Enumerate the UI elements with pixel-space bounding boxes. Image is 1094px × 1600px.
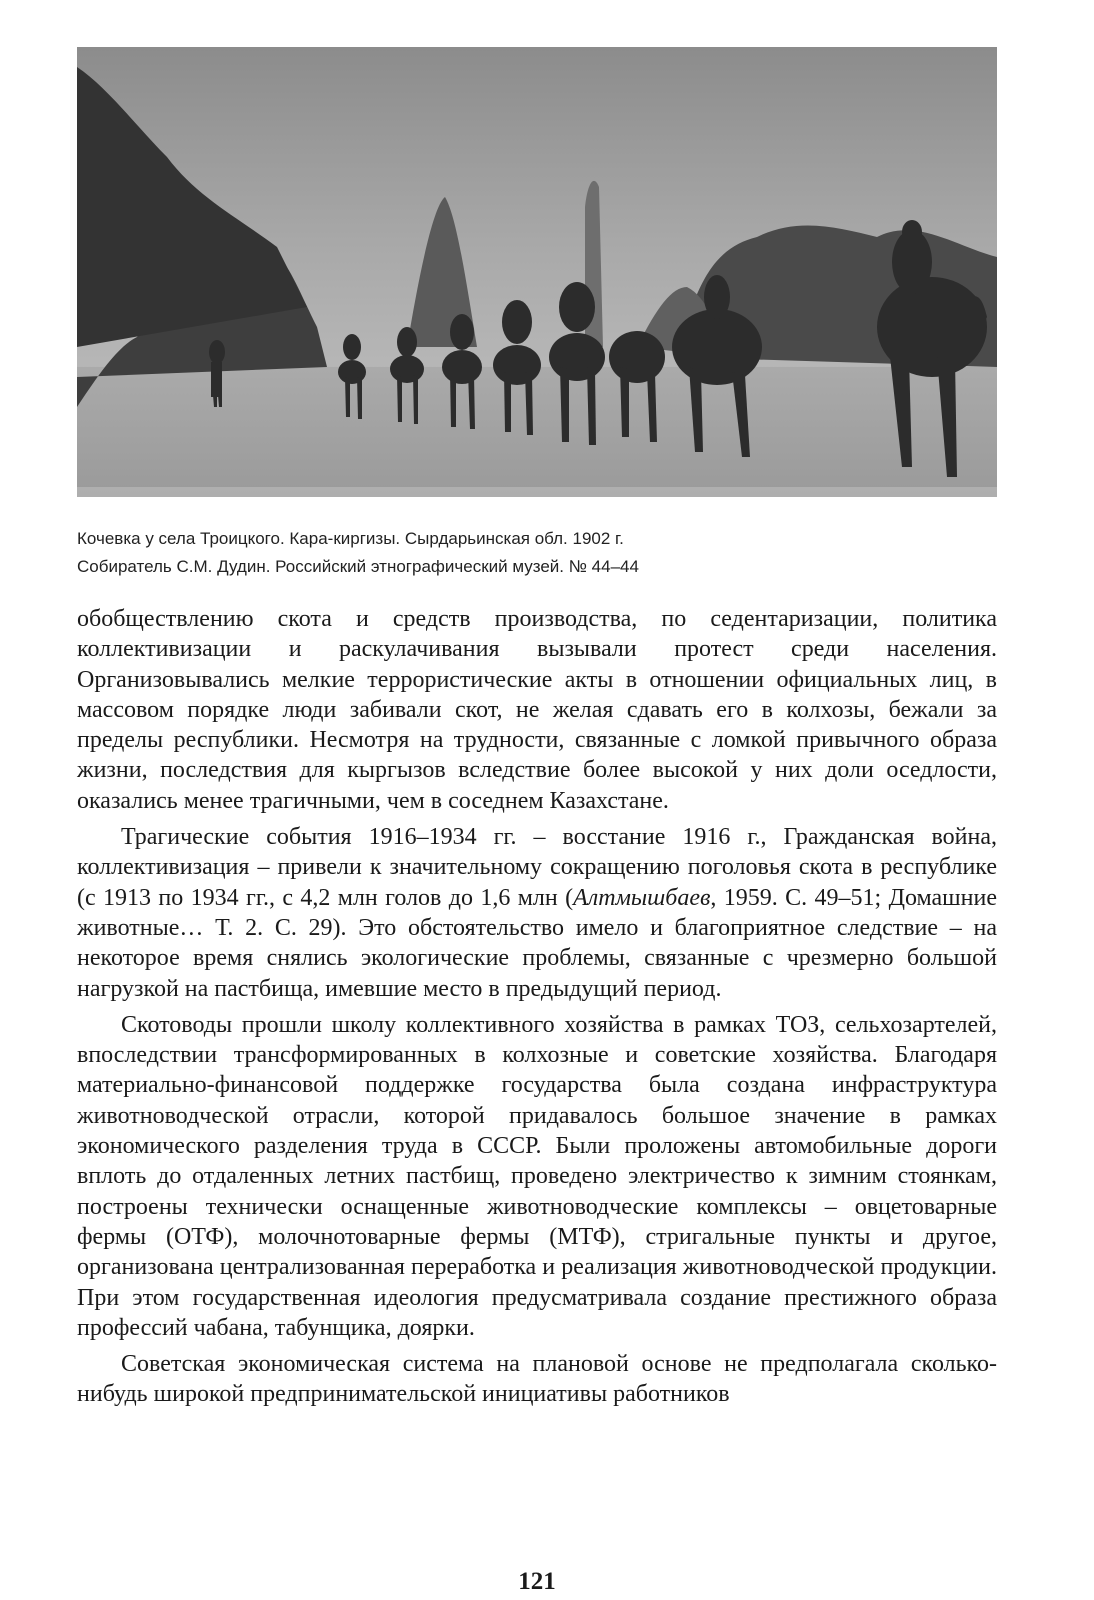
historical-photo-camel-caravan [77, 47, 997, 497]
paragraph-3: Скотоводы прошли школу коллективного хозяйства в рамках ТОЗ, сельхозартелей, впоследствии трансформированных в колхозные и советские хозяйства. Благодаря материально-финансовой поддержке государства была создана инфраструктура животноводческой отрасли, которой придавалось большое значение в рамках экономического разделения труда в СССР. Были проложены автомобильные дороги вплоть до отдаленных летних пастбищ, проведено электричество к зимним стоянкам, построены технически оснащенные животноводческие комплексы – овцетоварные фермы (ОТФ), молочнотоварные фермы (МТФ), стригальные пункты и другое, организована централизованная переработка и реализация животноводческой продукции. При этом государственная идеология предусматривала создание престижного образа профессий чабана, табунщика, доярки. [77, 1011, 997, 1341]
paragraph-2 [77, 822, 997, 1004]
paragraph-2-part-2: , 1959. С. 49–51; Домашние животные… Т. 2. С. 29). Это обстоятельство имело и благоприятное следствие – на некоторое время снялись экологические проблемы, связанные с чрезмерно большой нагрузкой на пастбища, имевшие место в предыдущий период. [77, 884, 997, 1002]
paragraph-1: обобществлению скота и средств производства, по седентаризации, политика коллективизации и раскулачивания вызывали протест среди населения. Организовывались мелкие террористические акты в отношении официальных лиц, в массовом порядке люди забивали скот, не желая сдавать его в колхозы, бежали за пределы республики. Несмотря на трудности, связанные с ломкой привычного образа жизни, последствия для кыргызов вследствие более высокой у них доли оседлости, оказались менее трагичными, чем в соседнем Казахстане. [77, 606, 997, 814]
paragraph-2-part-1: Трагические события 1916–1934 гг. – восстание 1916 г., Гражданская война, коллективизация – привели к значительному сокращению поголовья скота в республике (с 1913 по 1934 гг., с 4,2 млн голов до 1,6 млн ( [77, 824, 997, 911]
body-text [77, 604, 997, 1416]
figure-caption [77, 525, 1007, 581]
page-number: 121 [518, 1568, 556, 1595]
citation-author: Алтмышбаев [573, 884, 711, 911]
paragraph-4: Советская экономическая система на плановой основе не предполагала сколько-нибудь широкой предпринимательской инициативы работников [77, 1351, 997, 1408]
caption-line-1: Кочевка у села Троицкого. Кара-киргизы. Сырдарьинская обл. 1902 г. [77, 529, 624, 548]
caption-line-2: Собиратель С.М. Дудин. Российский этнографический музей. № 44–44 [77, 557, 639, 576]
